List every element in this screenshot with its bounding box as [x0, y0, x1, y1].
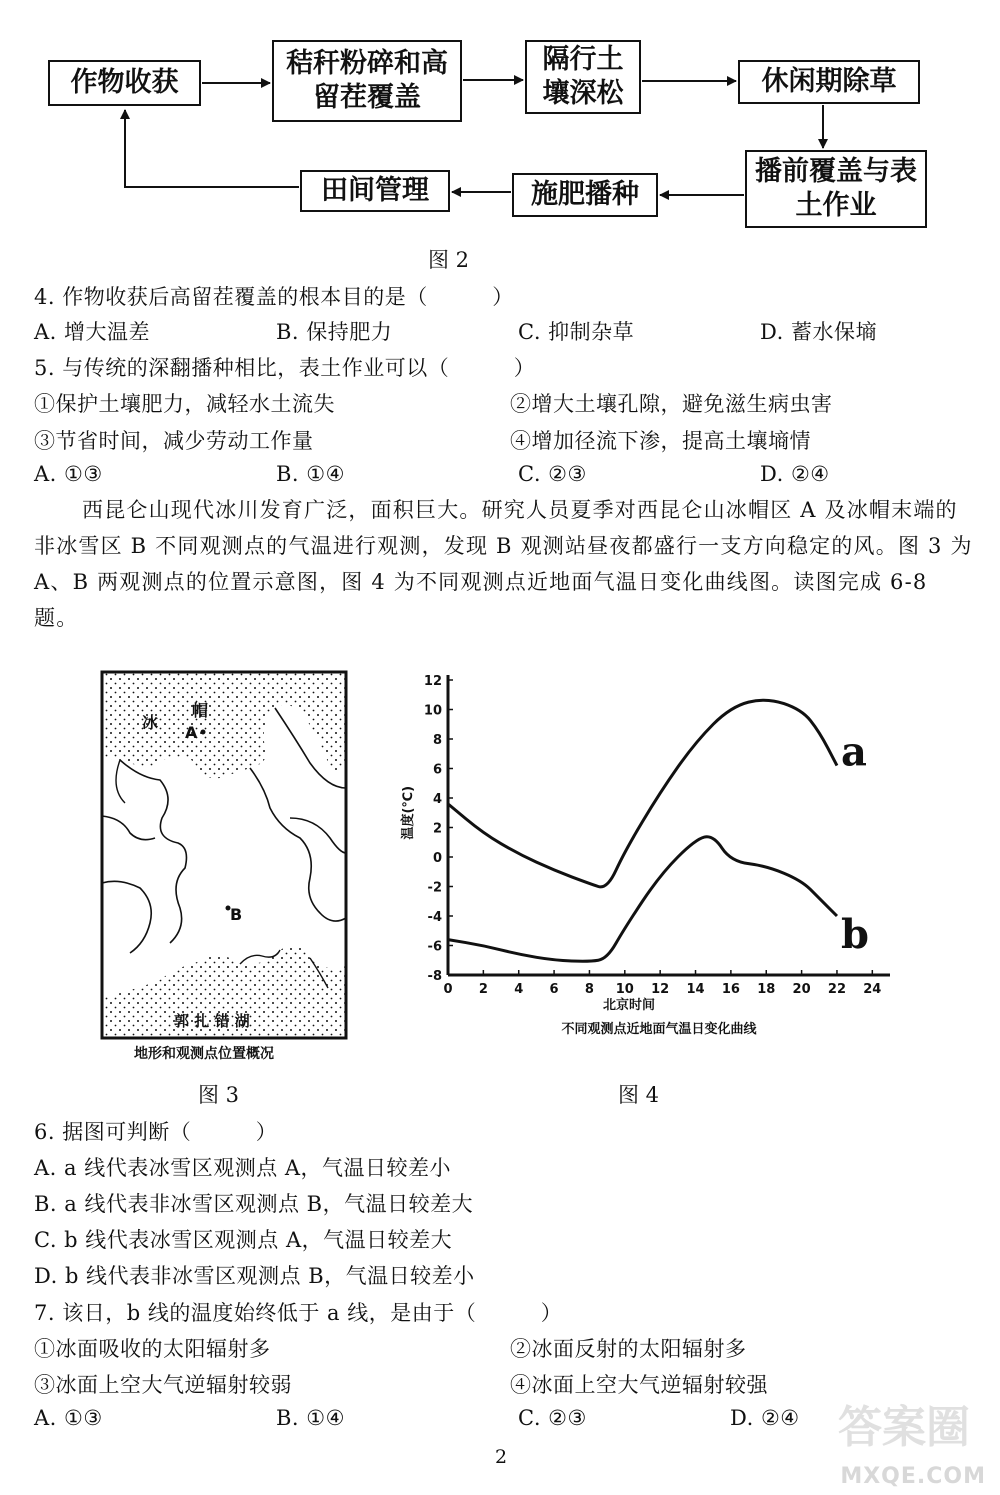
series-label-a: a: [840, 728, 867, 776]
y-tick-label: 4: [432, 792, 442, 807]
y-tick-label: 2: [432, 821, 442, 837]
map-label-b: B: [230, 905, 243, 924]
flow-box-tillage: 隔行土壤深松: [525, 40, 641, 114]
q6-option-c: C. b 线代表冰雪区观测点 A，气温日较差大: [34, 1228, 453, 1252]
arrow-7: [125, 110, 299, 187]
x-tick-label: 4: [514, 982, 524, 997]
y-tick-label: 0: [432, 851, 442, 866]
q6-stem: 6. 据图可判断（ ）: [34, 1120, 278, 1144]
map-label-lake: 郭 扎 错 湖: [174, 1012, 250, 1030]
q6-option-a: A. a 线代表冰雪区观测点 A，气温日较差小: [34, 1156, 452, 1180]
q7-option-a: A. ①③: [34, 1406, 103, 1430]
x-tick-label: 10: [615, 982, 634, 997]
series-line-a: [448, 700, 837, 887]
q7-item-1: ①冰面吸收的太阳辐射多: [34, 1337, 271, 1361]
flow-box-harvest: 作物收获: [48, 60, 201, 106]
q4-option-b: B. 保持肥力: [276, 320, 393, 344]
q5-item-3: ③节省时间，减少劳动工作量: [34, 429, 314, 453]
q5-item-2: ②增大土壤孔隙，避免滋生病虫害: [510, 392, 833, 416]
x-tick-label: 14: [686, 982, 705, 997]
q5-option-d: D. ②④: [760, 462, 830, 486]
x-tick-label: 24: [863, 982, 882, 997]
q5-stem: 5. 与传统的深翻播种相比，表土作业可以（ ）: [34, 356, 536, 380]
x-tick-label: 20: [792, 982, 811, 997]
q5-item-4: ④增加径流下渗，提高土壤墒情: [510, 429, 811, 453]
q5-option-c: C. ②③: [518, 462, 587, 486]
q5-option-b: B. ①④: [276, 462, 345, 486]
flow-box-fertilize: 施肥播种: [512, 173, 658, 217]
x-tick-label: 0: [443, 982, 453, 997]
y-tick-label: 10: [423, 703, 442, 719]
temperature-chart: [390, 660, 950, 1060]
q7-item-4: ④冰面上空大气逆辐射较强: [510, 1373, 768, 1397]
map-svg: [100, 668, 360, 1068]
x-tick-label: 6: [549, 982, 559, 997]
x-axis-label: 北京时间: [602, 998, 656, 1013]
q5-option-a: A. ①③: [34, 462, 103, 486]
y-tick-label: -6: [427, 939, 442, 955]
map-label-a: A: [185, 723, 198, 742]
x-tick-label: 22: [827, 982, 847, 997]
y-tick-label: -2: [427, 880, 442, 896]
y-tick-label: -8: [427, 969, 442, 984]
q4-option-d: D. 蓄水保墒: [760, 320, 877, 344]
map-label-ice: 冰: [142, 713, 159, 732]
x-tick-label: 18: [757, 982, 776, 997]
q7-option-d: D. ②④: [730, 1406, 800, 1430]
q4-stem: 4. 作物收获后高留茬覆盖的根本目的是（ ）: [34, 285, 514, 309]
point-a-marker: [201, 730, 206, 735]
x-tick-label: 8: [584, 982, 594, 997]
flowchart-caption: 图 2: [428, 248, 470, 272]
watermark-logo: 答案圈: [838, 1402, 970, 1453]
map-subtitle: 地形和观测点位置概况: [134, 1046, 274, 1062]
q4-option-a: A. 增大温差: [34, 320, 151, 344]
watermark-url: MXQE.COM: [840, 1464, 986, 1489]
q6-option-d: D. b 线代表非冰雪区观测点 B，气温日较差小: [34, 1264, 475, 1288]
flow-box-weeding: 休闲期除草: [738, 60, 920, 104]
map-label-cap: 帽: [192, 701, 209, 720]
passage: 西昆仑山现代冰川发育广泛，面积巨大。研究人员夏季对西昆仑山冰帽区 A 及冰帽末端的非冰雪区 B 不同观测点的气温进行观测，发现 B 观测站昼夜都盛行一支方向稳定的风。图 3 为 A、B 两观测点的位置示意图，图 4 为不同观测点近地面气温日变化曲线图。读图完成 6-8 题。: [34, 498, 973, 630]
series-line-b: [448, 837, 837, 961]
y-axis-label: 温度(℃): [401, 785, 416, 840]
y-tick-label: -4: [427, 910, 442, 925]
y-tick-label: 12: [423, 674, 442, 689]
y-tick-label: 8: [432, 733, 442, 748]
q6-option-b: B. a 线代表非冰雪区观测点 B，气温日较差大: [34, 1192, 474, 1216]
q7-item-3: ③冰面上空大气逆辐射较弱: [34, 1373, 292, 1397]
x-tick-label: 12: [651, 982, 670, 997]
flow-box-field: 田间管理: [300, 170, 450, 212]
map-caption: 图 3: [198, 1083, 240, 1107]
flow-box-cover: 播前覆盖与表土作业: [745, 150, 927, 228]
chart-caption: 图 4: [618, 1083, 660, 1107]
y-tick-label: 6: [432, 762, 442, 778]
q7-item-2: ②冰面反射的太阳辐射多: [510, 1337, 747, 1361]
chart-title: 不同观测点近地面气温日变化曲线: [561, 1022, 757, 1037]
q7-option-c: C. ②③: [518, 1406, 587, 1430]
q7-option-b: B. ①④: [276, 1406, 345, 1430]
q5-item-1: ①保护土壤肥力，减轻水土流失: [34, 392, 335, 416]
flow-box-straw: 秸秆粉碎和高留茬覆盖: [272, 40, 462, 122]
q7-stem: 7. 该日，b 线的温度始终低于 a 线，是由于（ ）: [34, 1301, 563, 1325]
series-label-b: b: [840, 911, 869, 958]
x-tick-label: 2: [478, 982, 488, 997]
x-tick-label: 16: [721, 982, 740, 997]
flow-arrows: [0, 0, 1000, 240]
page-number: 2: [495, 1446, 508, 1468]
q4-option-c: C. 抑制杂草: [518, 320, 635, 344]
